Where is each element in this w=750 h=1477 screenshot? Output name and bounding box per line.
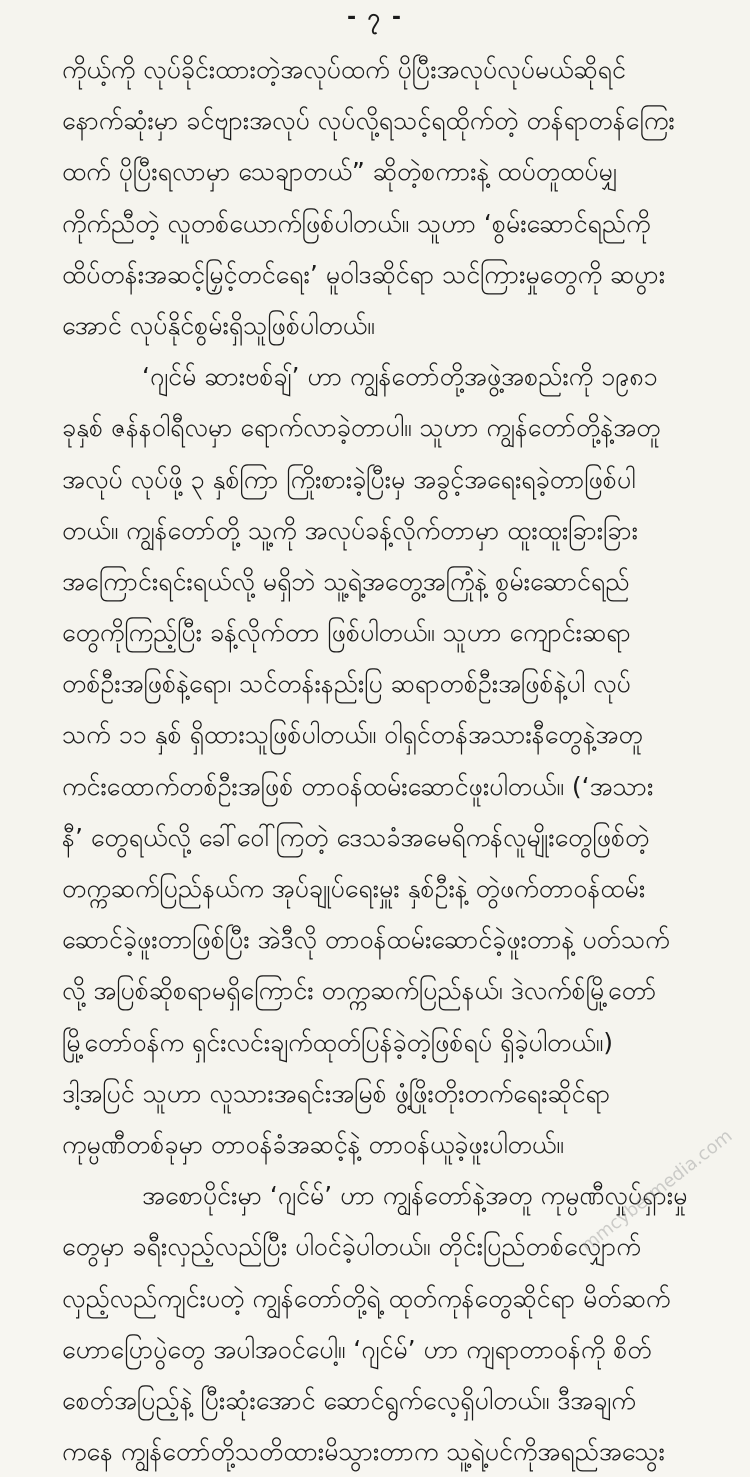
text-line: ကိုယ့်ကို လုပ်ခိုင်းထားတဲ့အလုပ်ထက် ပိုပြီးအလုပ်လုပ်မယ်ဆိုရင် [62,55,626,84]
text-line: ခုနှစ် ဇန်နဝါရီလမှာ ရောက်လာခဲ့တာပါ။ သူဟာ ကျွန်တော်တို့နဲ့အတူ [62,413,661,443]
text-line: တစ်ဦးအဖြစ်နဲ့ရော၊ သင်တန်းနည်းပြ ဆရာတစ်ဦးအဖြစ်နဲ့ပါ လုပ် [62,669,631,699]
text-line: နီ’ တွေရယ်လို့ ခေါ်ဝေါ်ကြတဲ့ ဒေသခံအမေရိကန်လူမျိုးတွေဖြစ်တဲ့ [62,822,650,852]
text-line: ထိပ်တန်းအဆင့်မြှင့်တင်ရေး’ မူဝါဒဆိုင်ရာ သင်ကြားမှုတွေကို ဆပွား [62,259,666,289]
page-number: - ၇ - [347,5,403,30]
text-line: တွေမှာ ခရီးလှည့်လည်ပြီး ပါဝင်ခဲ့ပါတယ်။ တိုင်းပြည်တစ်လျှောက် [62,1232,641,1262]
text-line: အလုပ် လုပ်ဖို့ ၃ နှစ်ကြာ ကြိုးစားခဲ့ပြီးမှ အခွင့်အရေးရခဲ့တာဖြစ်ပါ [62,464,636,494]
text-line: သက် ၁၁ နှစ် ရှိထားသူဖြစ်ပါတယ်။ ဝါရှင်တန်အသားနီတွေနဲ့အတူ [62,720,643,750]
text-line: ဒါ့အပြင် သူဟာ လူသားအရင်းအမြစ် ဖွံ့ဖြိုးတိုးတက်ရေးဆိုင်ရာ [62,1078,611,1108]
text-line: တွေကိုကြည့်ပြီး ခန့်လိုက်တာ ဖြစ်ပါတယ်။ သူဟာ ကျောင်းဆရာ [62,618,631,648]
text-line: ကုမ္ပဏီတစ်ခုမှာ တာဝန်ခံအဆင့်နဲ့ တာဝန်ယူခဲ့ဖူးပါတယ်။ [62,1129,564,1159]
text-line: အောင် လုပ်နိုင်စွမ်းရှိသူဖြစ်ပါတယ်။ [62,310,375,340]
text-line: နောက်ဆုံးမှာ ခင်ဗျားအလုပ် လုပ်လို့ရသင့်ရထိုက်တဲ့ တန်ရာတန်ကြေး [62,106,675,136]
text-line: ကိုက်ညီတဲ့ လူတစ်ယောက်ဖြစ်ပါတယ်။ သူဟာ ‘စွမ်းဆောင်ရည်ကို [62,208,651,238]
text-line: အကြောင်းရင်းရယ်လို့ မရှိဘဲ သူ့ရဲ့အတွေ့အကြုံနဲ့ စွမ်းဆောင်ရည် [62,566,630,596]
text-line: ဆောင်ခဲ့ဖူးတာဖြစ်ပြီး အဲဒီလို တာဝန်ထမ်းဆောင်ခဲ့ဖူးတာနဲ့ ပတ်သက် [62,925,670,955]
watermark: mmcybermedia.com [576,1125,736,1257]
text-line: စေတ်အပြည့်နဲ့ ပြီးဆုံးအောင် ဆောင်ရွက်လေ့ရှိပါတယ်။ ဒီအချက် [62,1385,636,1415]
paragraph-first-line: ‘ဂျင်မ် ဆားဗစ်ချ်’ ဟာ ကျွန်တော်တို့အဖွဲ့အစည်းကို ၁၉၈၁ [142,362,658,392]
text-line: လို့ အပြစ်ဆိုစရာမရှိကြောင်း တက္ကဆက်ပြည်နယ်၊ ဒဲလက်စ်မြို့တော် [62,976,657,1006]
text-line: ဟောပြောပွဲတွေ အပါအဝင်ပေါ့။ ‘ဂျင်မ်’ ဟာ ကျရာတာဝန်ကို စိတ် [62,1334,652,1364]
text-line: လှည့်လည်ကျင်းပတဲ့ ကျွန်တော်တို့ရဲ့ ထုတ်ကုန်တွေဆိုင်ရာ မိတ်ဆက် [62,1283,671,1313]
paragraph-first-line: အစောပိုင်းမှာ ‘ဂျင်မ်’ ဟာ ကျွန်တော်နဲ့အတူ ကုမ္ပဏီလှုပ်ရှားမှု [142,1181,688,1211]
text-line: ကင်းထောက်တစ်ဦးအဖြစ် တာဝန်ထမ်းဆောင်ဖူးပါတယ်။ (‘အသား [62,771,654,801]
text-line: ကနေ ကျွန်တော်တို့သတိထားမိသွားတာက သူ့ရဲ့ပင်ကိုအရည်အသွေး [62,1437,665,1467]
text-line: မြို့တော်ဝန်က ရှင်းလင်းချက်ထုတ်ပြန်ခဲ့တဲ့ဖြစ်ရပ် ရှိခဲ့ပါတယ်။) [62,1027,613,1057]
body-text [62,44,702,1477]
text-line: တယ်။ ကျွန်တော်တို့ သူ့ကို အလုပ်ခန့်လိုက်တာမှာ ထူးထူးခြားခြား [62,515,639,545]
text-line: တက္ကဆက်ပြည်နယ်က အုပ်ချုပ်ရေးမှူး နှစ်ဦးနဲ့ တွဲဖက်တာဝန်ထမ်း [62,874,646,903]
text-line: ထက် ပိုပြီးရလာမှာ သေချာတယ်” ဆိုတဲ့စကားနဲ့ ထပ်တူထပ်မျှ [62,157,618,187]
